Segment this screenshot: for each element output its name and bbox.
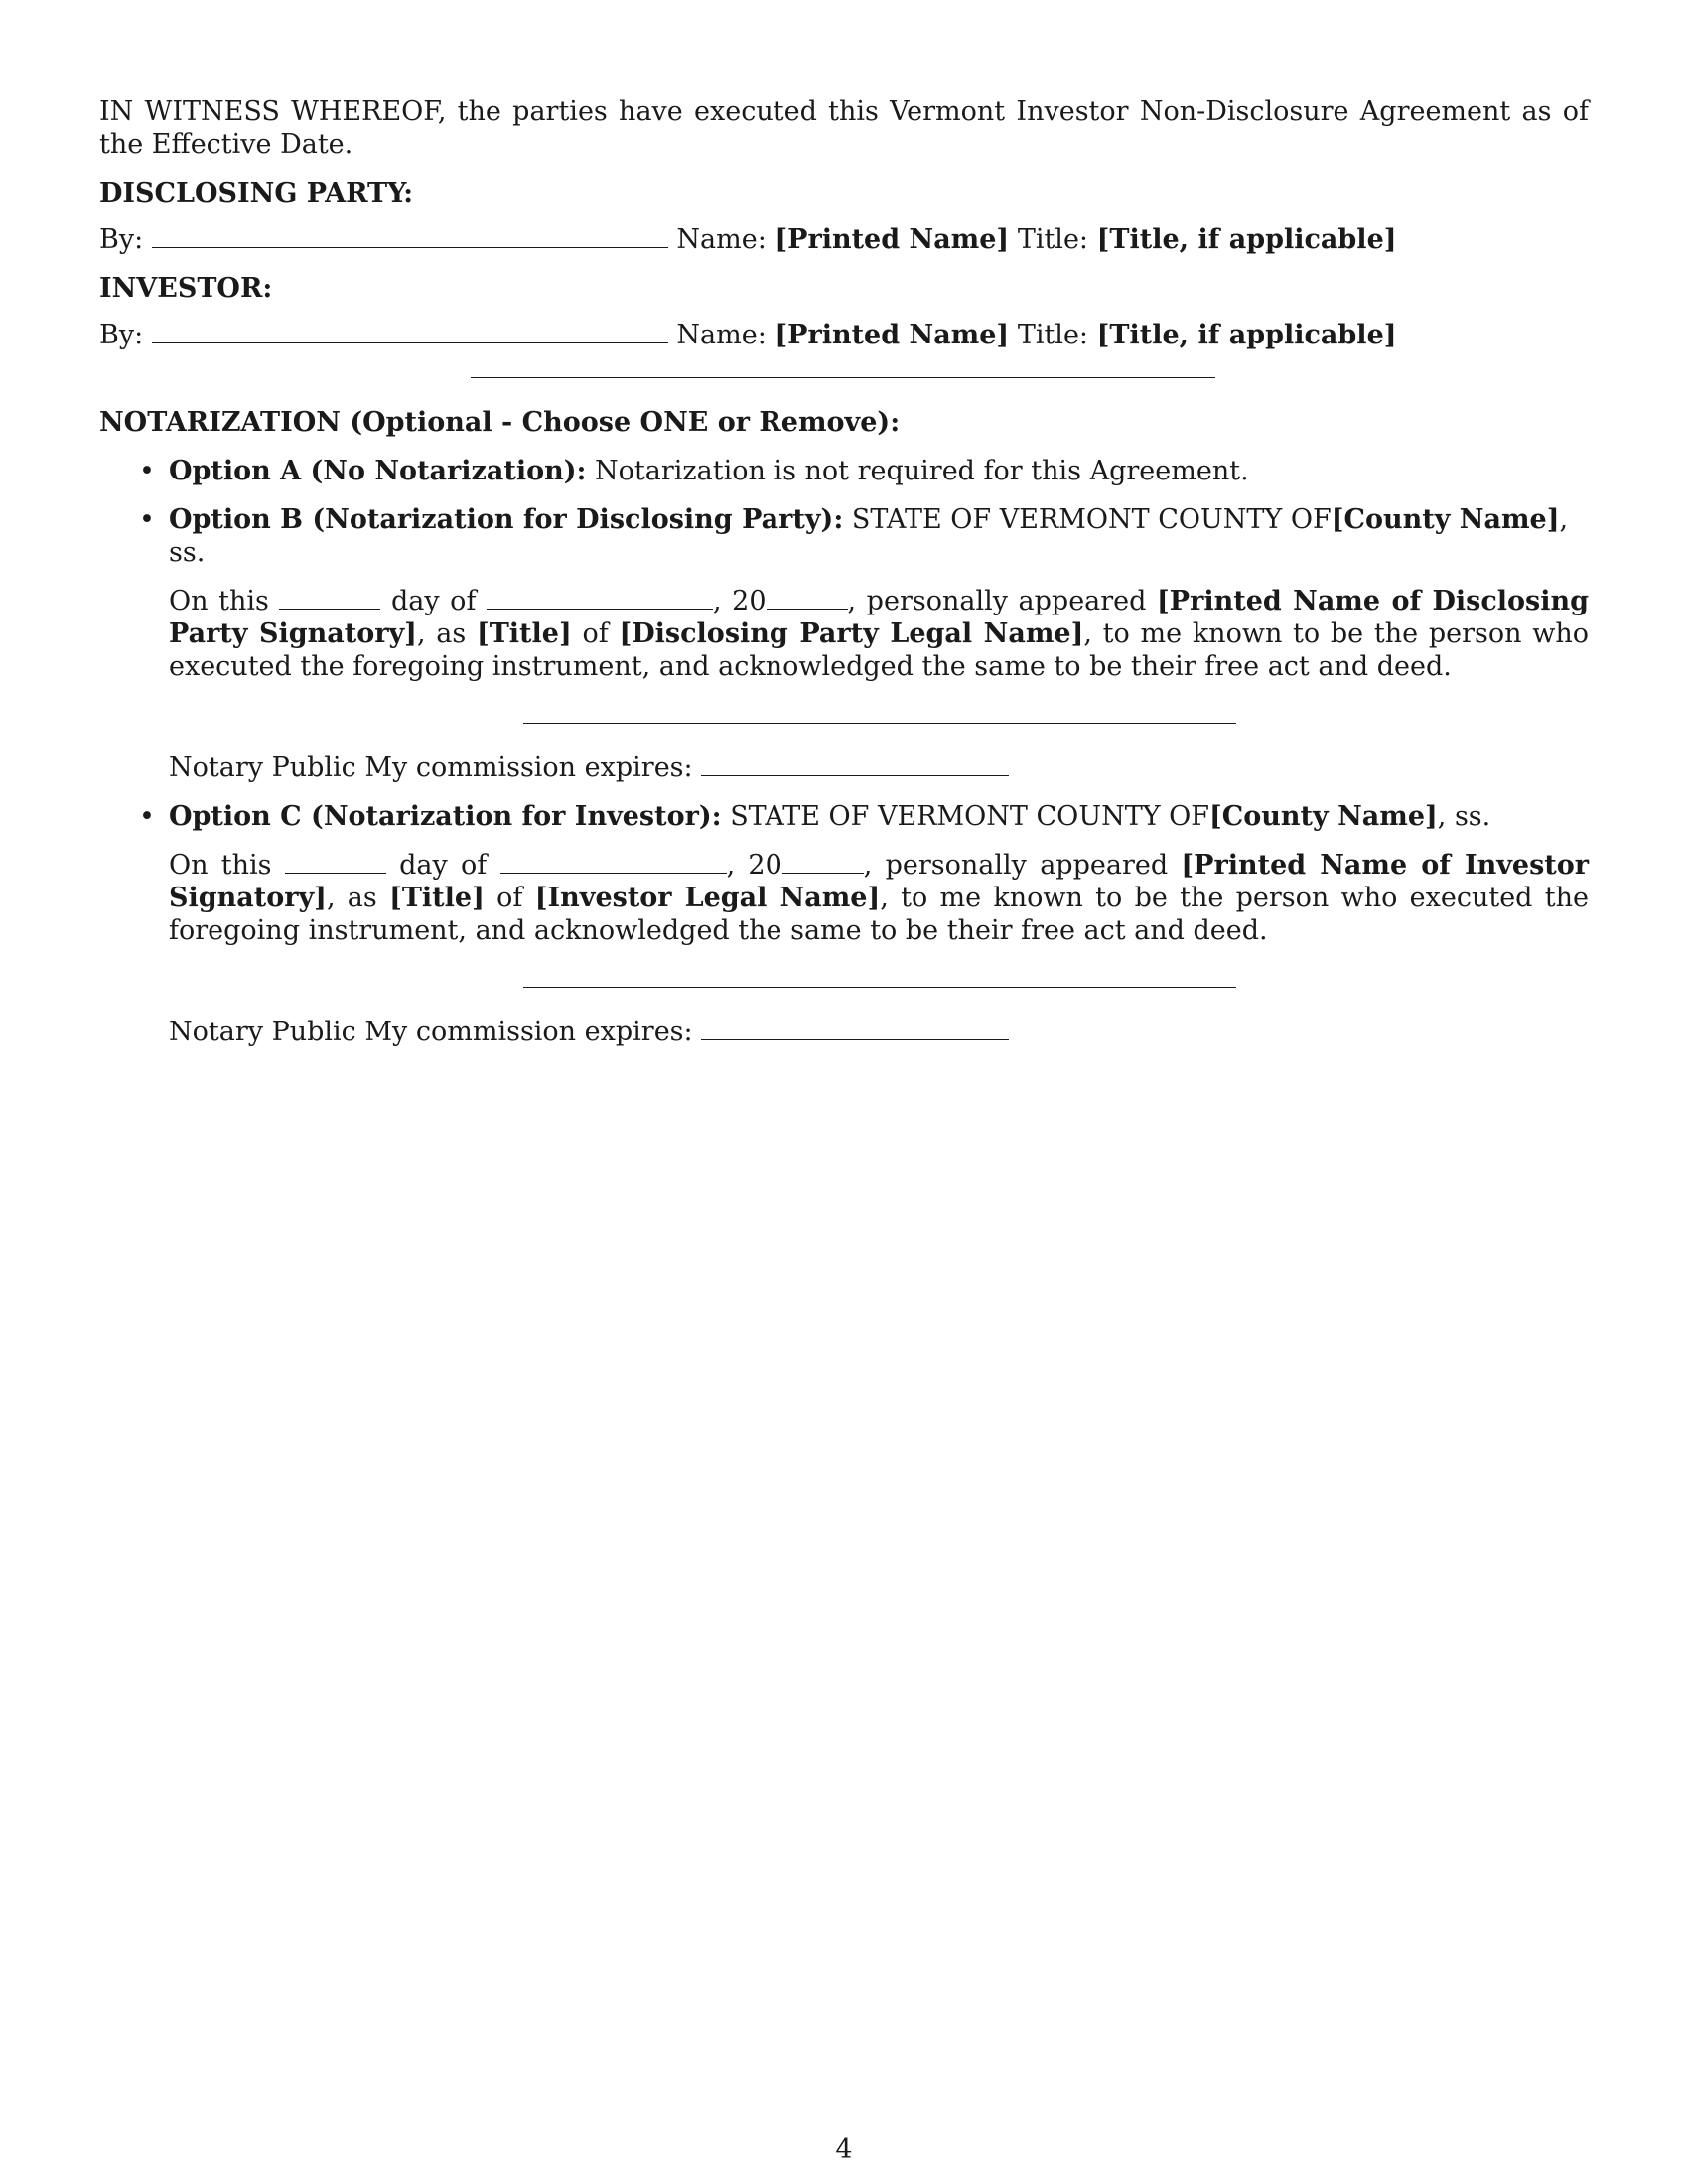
option-c-commission: Notary Public My commission expires: [169, 1016, 1589, 1048]
investor-printed-name: [Printed Name] [774, 320, 1010, 350]
option-b-month-blank[interactable] [487, 585, 713, 610]
option-b-county: [County Name] [1331, 504, 1560, 535]
investor-title: [Title, if applicable] [1096, 320, 1397, 350]
disclosing-party-signature-line: By: Name: [Printed Name] Title: [Title, if applicable] [99, 224, 1397, 255]
notarization-heading: NOTARIZATION (Optional - Choose ONE or Remove): [99, 407, 901, 438]
option-c-year-blank[interactable] [782, 849, 864, 874]
investor-signature-line: By: Name: [Printed Name] Title: [Title, if applicable] [99, 320, 1397, 350]
option-b-day-blank[interactable] [279, 585, 380, 610]
disclosing-printed-name: [Printed Name] [774, 224, 1010, 255]
disclosing-party-heading: DISCLOSING PARTY: [99, 178, 414, 208]
option-a: • Option A (No Notarization): Notarization is not required for this Agreement. [139, 456, 1249, 486]
investor-signature-blank[interactable] [152, 319, 668, 343]
option-c: • Option C (Notarization for Investor): STATE OF VERMONT COUNTY OF[County Name], ss. On this day of , 20 , personally appeared [Printed Name of Investor Signatory], as [Title] of [Investor Legal Name], to me known to be the person who executed the foregoing instrument, and acknowledged the same to be their free act and deed. Notary Public My commission expires: [139, 801, 1589, 1047]
option-c-acknowledgment: On this day of , 20 , personally appeared [Printed Name of Investor Signatory], as [Title] of [Investor Legal Name], to me known to be the person who executed the foregoing instrument, and acknowledged the same to be their free act and deed. [169, 850, 1589, 946]
option-b-acknowledgment: On this day of , 20 , personally appeared [Printed Name of Disclosing Party Signatory], as [Title] of [Disclosing Party Legal Name], to me known to be the person who executed the foregoing instrument, and acknowledged the same to be their free act and deed. [169, 586, 1589, 682]
option-b: • Option B (Notarization for Disclosing Party): STATE OF VERMONT COUNTY OF[County Name], ss. On this day of , 20 , personally appeared [Printed Name of Disclosing Party Signatory], as [Title] of [Disclosing Party Legal Name], to me known to be the person who executed the foregoing instrument, and acknowledged the same to be their free act and deed. Notary Public My commission expires: [139, 504, 1589, 783]
option-b-commission-blank[interactable] [701, 751, 1009, 776]
option-b-commission: Notary Public My commission expires: [169, 751, 1589, 784]
section-divider [471, 377, 1215, 378]
notarization-options [99, 455, 1589, 1048]
option-b-year-blank[interactable] [767, 585, 848, 610]
option-c-month-blank[interactable] [500, 849, 727, 874]
option-c-day-blank[interactable] [285, 849, 386, 874]
investor-heading: INVESTOR: [99, 273, 273, 304]
disclosing-title: [Title, if applicable] [1096, 224, 1397, 255]
page-number: 4 [835, 2134, 853, 2165]
witness-paragraph: IN WITNESS WHEREOF, the parties have executed this Vermont Investor Non-Disclosure Agreement as of the Effective Date. [99, 96, 1589, 160]
bullet-icon: • [139, 801, 155, 832]
option-c-notary-signature-line[interactable] [523, 987, 1236, 988]
option-c-commission-blank[interactable] [701, 1016, 1009, 1040]
option-b-notary-signature-line[interactable] [523, 723, 1236, 724]
bullet-icon: • [139, 456, 155, 486]
bullet-icon: • [139, 504, 155, 535]
option-c-county: [County Name] [1208, 801, 1438, 832]
document-page [99, 95, 1589, 1064]
disclosing-signature-blank[interactable] [152, 223, 668, 248]
